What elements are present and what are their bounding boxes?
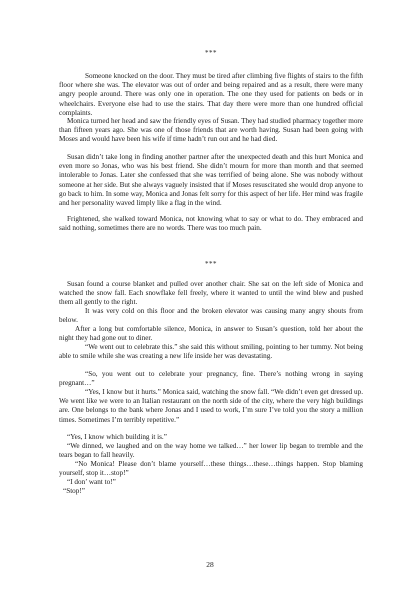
paragraph: Frightened, she walked toward Monica, not knowing what to say or what to do. They embraced and said nothing, sometimes there are no words. There was too much pain. xyxy=(59,215,363,233)
paragraph: It was very cold on this floor and the broken elevator was causing many angry shouts from below. xyxy=(59,307,363,325)
page-number: 28 xyxy=(206,560,214,569)
paragraph: Susan found a course blanket and pulled over another chair. She sat on the left side of Monica and watched the snow fall. Each snowflake fell freely, where it wanted to until the wind blew and pushed them all gently to the right. xyxy=(59,280,363,307)
paragraph: “We went out to celebrate this.” she said this without smiling, pointing to her tummy. Not being able to smile while she was creating a new life inside her was devastating. xyxy=(59,343,363,361)
paragraph: “Stop!” xyxy=(63,487,85,495)
section-separator: *** xyxy=(205,260,217,268)
paragraph: Susan didn’t take long in finding another partner after the unexpected death and this hurt Monica and even more so Jonas, who was his best friend. She didn’t mourn for more than month and that seemed intolerable to Jonas. Later she confessed that she was terrified of being alone. She was nobody without someone at her side. But she always vaguely insisted that if Moses resuscitated she would drop anyone to go back to him. In some way, Monica and Jonas felt sorry for this aspect of her life. Her mind was fragile and her personality waved limply like a flag in the wind. xyxy=(59,153,363,208)
paragraph: “I don’ want to!” xyxy=(67,478,116,486)
section-separator: *** xyxy=(205,49,217,57)
paragraph: “Yes, I know which building it is.” xyxy=(67,433,167,441)
paragraph: “Yes, I know but it hurts.” Monica said, watching the snow fall. “We didn’t even get dressed up. We went like we were to an Italian restaurant on the north side of the city, where the very high buildings are. One belongs to the bank where Jonas and I used to work, I’m sure I’ve told you the story a million times. Sometimes I’m terribly repetitive.” xyxy=(59,388,363,424)
paragraph: Someone knocked on the door. They must be tired after climbing five flights of stairs to the fifth floor where she was. The elevator was out of order and being repaired and as a result, there were many angry people around. There was only one in operation. The one they used for patients on beds or in wheelchairs. Everyone else had to use the stairs. That day there were more than one hundred official complaints. xyxy=(59,72,363,117)
paragraph: “We dinned, we laughed and on the way home we talked…” her lower lip began to tremble and the tears began to fall heavily. xyxy=(59,442,363,460)
paragraph: “No Monica! Please don’t blame yourself…these things…these…things happen. Stop blaming yourself, stop it…stop!” xyxy=(59,460,363,478)
paragraph: After a long but comfortable silence, Monica, in answer to Susan’s question, told her about the night they had gone out to diner. xyxy=(59,325,363,343)
paragraph: Monica turned her head and saw the friendly eyes of Susan. They had studied pharmacy together more than fifteen years ago. She was one of those friends that are worth having. Susan had been going with Moses and would have been his wife if time hadn’t run out and he had died. xyxy=(59,117,363,144)
paragraph: “So, you went out to celebrate your pregnancy, fine. There’s nothing wrong in saying pregnant…” xyxy=(59,370,363,388)
